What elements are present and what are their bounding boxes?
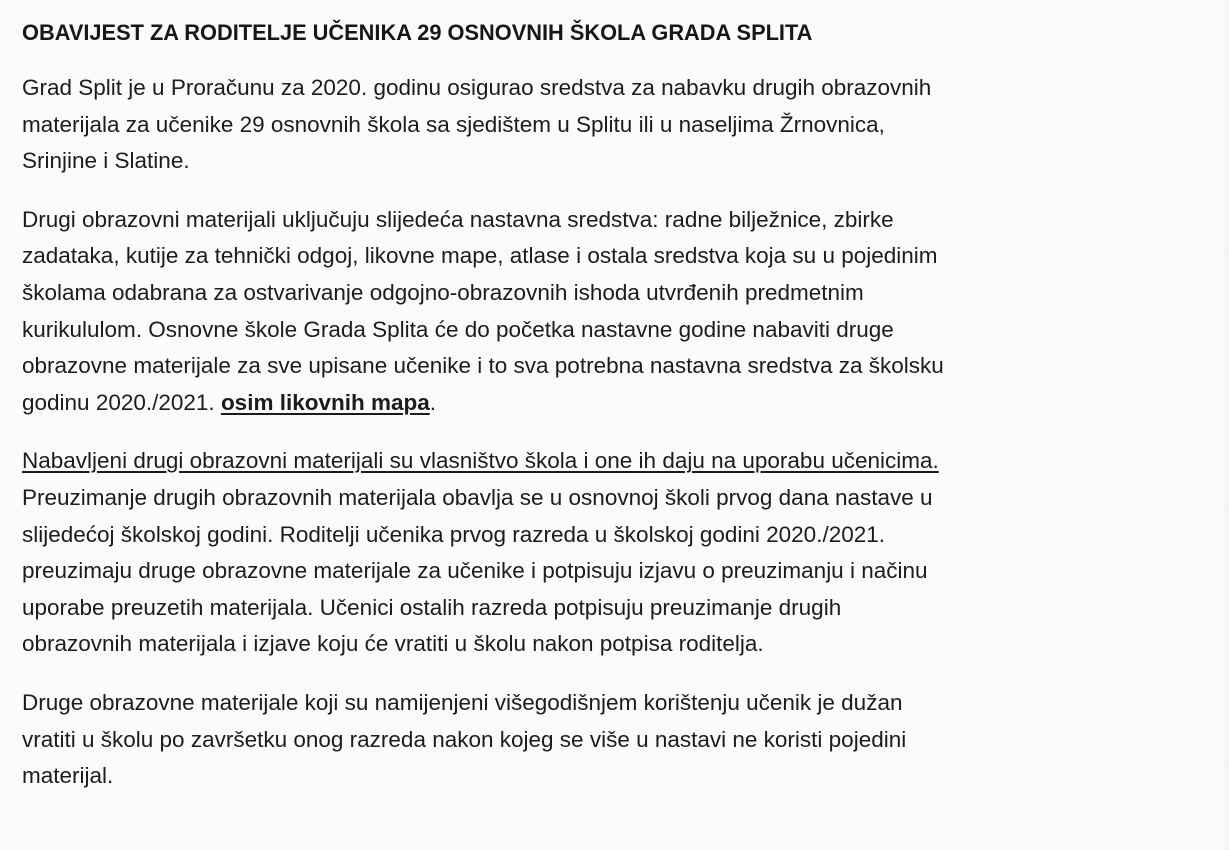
paragraph-line: materijala za učenike 29 osnovnih škola sa sjedištem u Splitu ili u naseljima Žrnovnica, [22,111,885,137]
paragraph-line: Drugi obrazovni materijali uključuju slijedeća nastavna sredstva: radne bilježnice, zbirke [22,206,894,232]
paragraph-line: materijal. [22,763,114,789]
paragraph-line: obrazovne materijale za sve upisane učenike i to sva potrebna nastavna sredstva za školsku [22,353,944,379]
paragraph-line: uporabe preuzetih materijala. Učenici ostalih razreda potpisuju preuzimanje drugih [22,594,842,620]
paragraph-line: zadataka, kutije za tehnički odgoj, likovne mape, atlase i ostala sredstva koja su u pojedinim [22,243,938,269]
document-title: OBAVIJEST ZA RODITELJE UČENIKA 29 OSNOVNIH ŠKOLA GRADA SPLITA [22,20,813,45]
paragraph-line: školama odabrana za ostvarivanje odgojno-obrazovnih ishoda utvrđenih predmetnim [22,279,864,305]
paragraph-ownership [22,443,1217,663]
paragraph-line: slijedećoj školskoj godini. Roditelji učenika prvog razreda u školskoj godini 2020./2021. [22,521,885,547]
paragraph-line: Preuzimanje drugih obrazovnih materijala obavlja se u osnovnoj školi prvog dana nastave u [22,484,933,510]
line-text: . [429,389,437,415]
paragraph-line: kurikululom. Osnovne škole Grada Splita će do početka nastavne godine nabaviti druge [22,316,894,342]
paragraph-materials [22,202,1217,422]
underlined-line: Nabavljeni drugi obrazovni materijali su vlasništvo škola i one ih daju na uporabu učenicima. [22,448,939,474]
paragraph-line-emphasis [22,385,1217,422]
paragraph-line: Druge obrazovne materijale koji su namijenjeni višegodišnjem korištenju učenik je dužan [22,689,903,715]
emphasis-text: osim likovnih mapa [220,389,430,415]
paragraph-budget [22,70,1217,180]
page-edge-shadow [1221,0,1229,850]
document-body [22,14,1217,795]
paragraph-line: obrazovnih materijala i izjave koju će vratiti u školu nakon potpisa roditelja. [22,631,764,657]
line-text: godinu 2020./2021. [22,389,221,415]
paragraph-return [22,685,1217,795]
paragraph-line: preuzimaju druge obrazovne materijale za učenike i potpisuju izjavu o preuzimanju i načinu [22,558,928,584]
paragraph-line: vratiti u školu po završetku onog razreda nakon kojeg se više u nastavi ne koristi pojedini [22,726,907,752]
paragraph-line: Grad Split je u Proračunu za 2020. godinu osigurao sredstva za nabavku drugih obrazovnih [22,75,932,100]
paragraph-line: Srinjine i Slatine. [22,148,190,174]
